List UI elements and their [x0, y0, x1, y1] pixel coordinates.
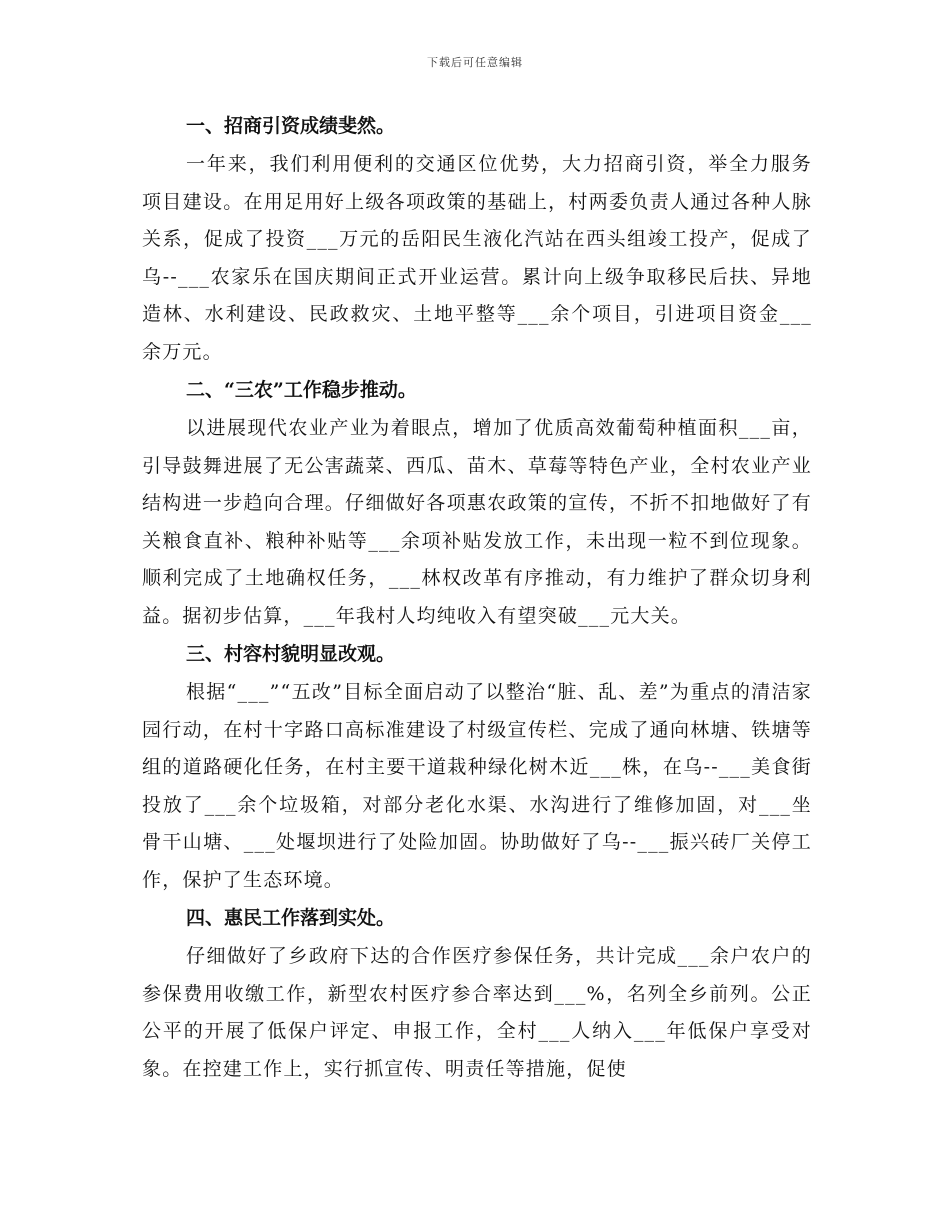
section-agriculture [142, 371, 812, 635]
section-paragraph: 仔细做好了乡政府下达的合作医疗参保任务，共计完成___余户农户的参保费用收缴工作，新型农村医疗参合率达到___%，名列全乡前列。公正公平的开展了低保户评定、申报工作，全村___人纳入___年低保户享受对象。在控建工作上，实行抓宣传、明责任等措施，促使 [142, 945, 812, 1080]
section-paragraph: 一年来，我们利用便利的交通区位优势，大力招商引资，举全力服务项目建设。在用足用好上级各项政策的基础上，村两委负责人通过各种人脉关系，促成了投资___万元的岳阳民生液化汽站在西头组竣工投产，促成了乌--___农家乐在国庆期间正式开业运营。累计向上级争取移民后扶、异地造林、水利建设、民政救灾、土地平整等___余个项目，引进项目资金___余万元。 [142, 153, 812, 363]
document-body [142, 107, 812, 1088]
section-welfare [142, 899, 812, 1088]
section-paragraph: 根据“___”“五改”目标全面启动了以整治“脏、乱、差”为重点的清洁家园行动，在村十字路口高标准建设了村级宣传栏、完成了通向林塘、铁塘等组的道路硬化任务，在村主要干道栽种绿化树木近___株，在乌--___美食街投放了___余个垃圾箱，对部分老化水渠、水沟进行了维修加固，对___坐骨干山塘、___处堰坝进行了处险加固。协助做好了乌--___振兴砖厂关停工作，保护了生态环境。 [142, 681, 812, 891]
section-paragraph: 以进展现代农业产业为着眼点，增加了优质高效葡萄种植面积___亩，引导鼓舞进展了无公害蔬菜、西瓜、苗木、草莓等特色产业，全村农业产业结构进一步趋向合理。仔细做好各项惠农政策的宣传，不折不扣地做好了有关粮食直补、粮种补贴等___余项补贴发放工作，未出现一粒不到位现象。顺利完成了土地确权任务，___林权改革有序推动，有力维护了群众切身利益。据初步估算，___年我村人均纯收入有望突破___元大关。 [142, 417, 812, 627]
section-heading: 二、“三农”工作稳步推动。 [186, 379, 417, 401]
section-investment [142, 107, 812, 371]
section-heading: 三、村容村貌明显改观。 [186, 643, 396, 665]
section-village-appearance [142, 635, 812, 899]
section-heading: 一、招商引资成绩斐然。 [186, 115, 396, 137]
section-heading: 四、惠民工作落到实处。 [186, 907, 396, 929]
header-note: 下载后可任意编辑 [427, 56, 523, 69]
